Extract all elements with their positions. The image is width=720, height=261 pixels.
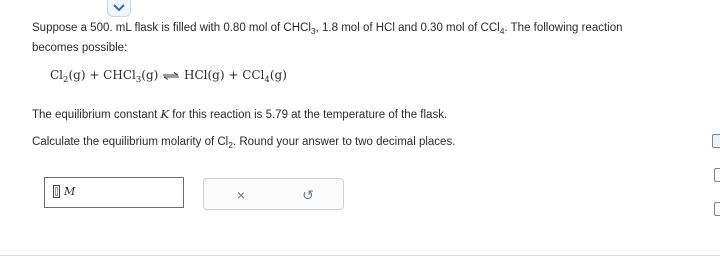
input-cursor-slot[interactable] [53, 185, 60, 198]
undo-icon[interactable]: ↺ [302, 186, 314, 203]
question-line-2: becomes possible: [32, 42, 128, 54]
side-tool-tab[interactable] [714, 202, 720, 216]
question-line-3: The equilibrium constant K for this reaction is 5.79 at the temperature of the flask. [32, 107, 448, 121]
chevron-down-icon [113, 4, 125, 12]
side-tool-tab[interactable] [714, 168, 720, 182]
divider [0, 255, 720, 256]
question-line-4: Calculate the equilibrium molarity of $Cl_2$. Round your answer to two decimal places. [32, 136, 456, 150]
question-line-1: Suppose a 500. mL flask is filled with 0.80 mol of CHCl$_3$, 1.8 mol of HCl and 0.30 mol of CCl$_4$. The following reaction [32, 22, 623, 36]
equilibrium-arrow-icon [162, 69, 180, 83]
x-icon[interactable]: × [236, 187, 246, 203]
unit-label: M [64, 185, 76, 198]
answer-tools [203, 178, 344, 210]
answer-input[interactable] [44, 177, 184, 208]
side-tool-tab[interactable] [712, 134, 720, 148]
reaction-equation: $Cl_2(g)$ + CHCl$_3$(g) HCl(g) + CCl$_4$(g) [50, 68, 287, 85]
collapse-toggle[interactable] [107, 0, 131, 17]
